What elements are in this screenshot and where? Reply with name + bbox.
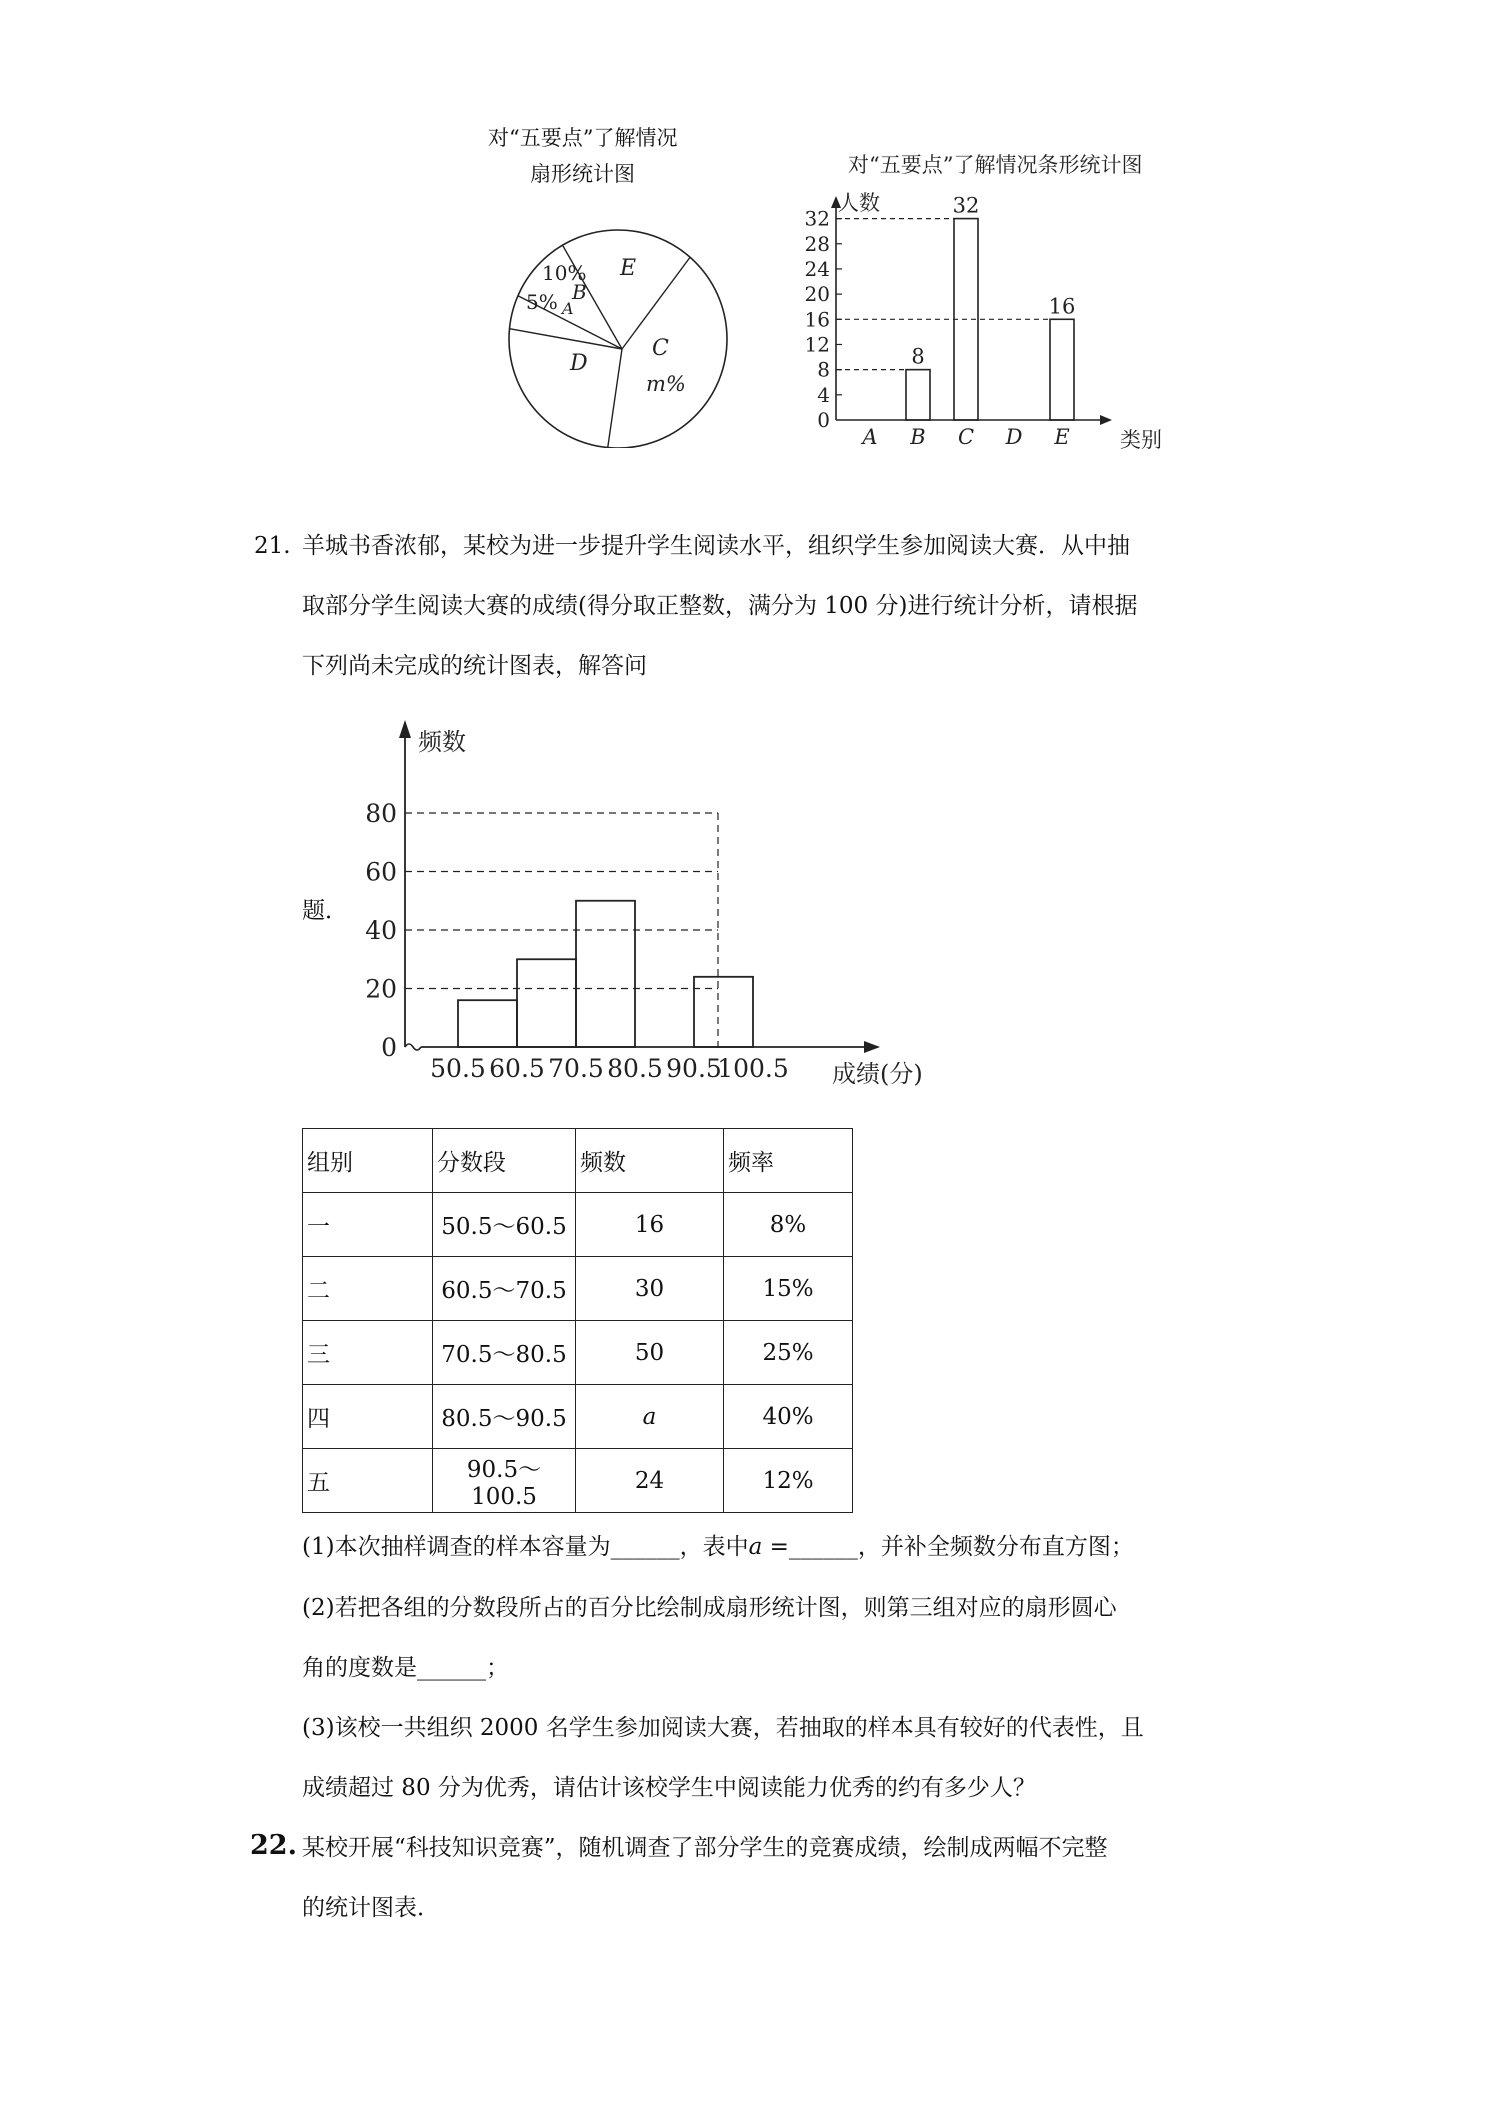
table-cell: 40% (724, 1385, 853, 1449)
table-cell: 60.5～70.5 (433, 1257, 576, 1321)
pie-label-e: E (620, 256, 637, 281)
hist-y-tick-label: 80 (365, 799, 397, 828)
bar-value-label: 32 (952, 193, 980, 218)
table-row (303, 1193, 853, 1257)
bar-chart-title: 对“五要点”了解情况条形统计图 (848, 153, 1143, 177)
q21-sub2-line1: (2)若把各组的分数段所占的百分比绘制成扇形统计图，则第三组对应的扇形圆心 (302, 1595, 1117, 1621)
q21-sub3-line1: (3)该校一共组织 2000 名学生参加阅读大赛，若抽取的样本具有较好的代表性，且 (302, 1715, 1144, 1741)
bar-value-label: 16 (1048, 294, 1076, 319)
hist-x-tick-label: 60.5 (489, 1054, 545, 1083)
table-cell: a (576, 1385, 724, 1449)
bar-y-tick-label: 8 (817, 357, 830, 382)
bar-value-label: 8 (911, 344, 925, 369)
table-cell: 70.5～80.5 (433, 1321, 576, 1385)
histogram (360, 710, 950, 1090)
table-cell: 30 (576, 1257, 724, 1321)
q22-line2: 的统计图表． (302, 1895, 440, 1921)
histogram-ylabel: 频数 (418, 728, 466, 756)
pie-label-c: C (652, 336, 669, 361)
hist-x-tick-label: 80.5 (607, 1054, 663, 1083)
q21-number: 21. (254, 533, 291, 559)
bar-y-tick-label: 4 (817, 382, 830, 407)
table-cell: 一 (303, 1193, 433, 1257)
bar-x-tick-label: B (910, 425, 926, 449)
pie-slice-boundary-a (509, 329, 622, 349)
table-cell: 8% (724, 1193, 853, 1257)
pie-label-c-percent: m% (646, 372, 686, 396)
q21-sub3-line2: 成绩超过 80 分为优秀，请估计该校学生中阅读能力优秀的约有多少人？ (302, 1775, 1036, 1801)
q21-line3: 下列尚未完成的统计图表，解答问 (302, 653, 647, 679)
table-row (303, 1257, 853, 1321)
table-cell: 五 (303, 1449, 433, 1513)
table-cell: 12% (724, 1449, 853, 1513)
table-cell: 24 (576, 1449, 724, 1513)
hist-axis-break (405, 1044, 421, 1050)
q21-sub1 (302, 1533, 1134, 1561)
pie-chart-title-line2: 扇形统计图 (530, 162, 635, 186)
q21-line2: 取部分学生阅读大赛的成绩(得分取正整数，满分为 100 分)进行统计分析，请根据 (302, 593, 1138, 619)
hist-x-tick-label: 70.5 (548, 1054, 604, 1083)
hist-bar-1 (458, 1000, 517, 1047)
q22-number: 22. (250, 1830, 297, 1861)
table-cell: 50 (576, 1321, 724, 1385)
table-row (303, 1385, 853, 1449)
table-cell: 15% (724, 1257, 853, 1321)
hist-y-tick-label: 60 (365, 857, 397, 887)
pie-label-b-percent: 10% (542, 261, 587, 285)
hist-x-axis-arrow (864, 1041, 880, 1053)
bar-y-tick-label: 24 (804, 256, 830, 281)
hist-y-axis-arrow (399, 720, 411, 738)
frequency-table (302, 1128, 853, 1513)
pie-chart (480, 118, 770, 448)
table-cell: 80.5～90.5 (433, 1385, 576, 1449)
hist-y-tick-label: 20 (365, 974, 397, 1004)
pie-chart-title-line1: 对“五要点”了解情况 (488, 126, 678, 150)
bar-y-tick-label: 16 (804, 307, 830, 332)
table-header-cell: 分数段 (433, 1129, 576, 1193)
table-cell: 三 (303, 1321, 433, 1385)
pie-label-a: A (562, 299, 574, 318)
bar-chart (800, 140, 1260, 460)
bar-x-tick-label: D (1005, 425, 1023, 449)
pie-label-a-percent: 5% (526, 290, 558, 314)
table-row (303, 1449, 853, 1513)
table-row (303, 1321, 853, 1385)
q21-sub1-var: a (748, 1534, 763, 1560)
bar-chart-xlabel: 类别 (1120, 428, 1162, 452)
hist-x-tick-label: 90.5 (666, 1054, 722, 1083)
bar-chart-svg (800, 140, 1260, 460)
bar-e (1050, 319, 1074, 420)
bar-x-tick-label: E (1054, 425, 1070, 449)
hist-bar-5 (694, 977, 753, 1047)
hist-x-tick-label: 100.5 (717, 1054, 789, 1083)
hist-bar-2 (517, 959, 576, 1047)
q22-line1: 某校开展“科技知识竞赛”，随机调查了部分学生的竞赛成绩，绘制成两幅不完整 (302, 1835, 1108, 1861)
bar-y-tick-label: 28 (804, 231, 830, 256)
q21-sub1-suffix: =______，并补全频数分布直方图； (762, 1534, 1134, 1560)
hist-y-tick-label: 0 (381, 1033, 397, 1062)
bar-x-tick-label: A (862, 425, 878, 449)
table-header-row (303, 1129, 853, 1193)
table-cell: 25% (724, 1321, 853, 1385)
table-cell: 90.5～100.5 (433, 1449, 576, 1513)
bar-x-axis-arrow (1100, 415, 1112, 425)
pie-label-d: D (570, 351, 588, 376)
q21-sub1-prefix: (1)本次抽样调查的样本容量为______，表中 (302, 1534, 749, 1560)
q21-line4: 题． (302, 898, 348, 924)
table-cell: 四 (303, 1385, 433, 1449)
bar-y-tick-label: 0 (817, 408, 830, 432)
hist-x-tick-label: 50.5 (430, 1054, 486, 1083)
table-header-cell: 组别 (303, 1129, 433, 1193)
bar-y-tick-label: 32 (804, 206, 830, 231)
q21-line1: 羊城书香浓郁，某校为进一步提升学生阅读水平，组织学生参加阅读大赛．从中抽 (302, 533, 1130, 559)
table-cell: 二 (303, 1257, 433, 1321)
histogram-svg (360, 710, 950, 1090)
table-header-cell: 频数 (576, 1129, 724, 1193)
bar-chart-ylabel: 人数 (838, 191, 880, 215)
histogram-xlabel: 成绩(分) (832, 1060, 923, 1088)
table-header-cell: 频率 (724, 1129, 853, 1193)
hist-y-tick-label: 40 (365, 916, 397, 945)
bar-x-tick-label: C (957, 425, 975, 449)
pie-label-b: B (572, 280, 587, 304)
table-cell: 50.5～60.5 (433, 1193, 576, 1257)
q21-sub2-line2: 角的度数是______； (302, 1655, 509, 1681)
bar-y-tick-label: 12 (804, 332, 830, 357)
pie-slice-boundary-d (608, 349, 622, 448)
pie-chart-svg (480, 118, 770, 448)
hist-bar-3 (576, 901, 635, 1047)
bar-b (906, 370, 930, 420)
bar-y-tick-label: 20 (804, 282, 830, 307)
table-cell: 16 (576, 1193, 724, 1257)
